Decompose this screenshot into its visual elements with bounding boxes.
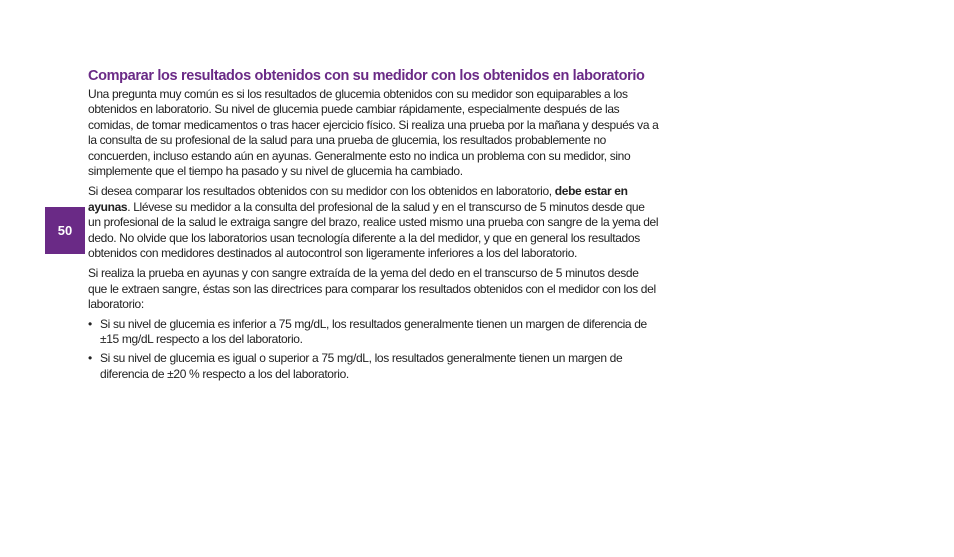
list-item-text: Si su nivel de glucemia es igual o superior a 75 mg/dL, los resultados generalmente tienen un margen de diferencia de ±20 % respecto a los del laboratorio. bbox=[100, 351, 623, 381]
fasting-emphasis: debe estar en ayunas bbox=[88, 184, 628, 214]
paragraph-comparison-end: . Llévese su medidor a la consulta del profesional de la salud y en el transcurso de 5 minutos desde que un profesional de la salud le extraiga sangre del brazo, realice usted mismo una prueba con sangre de la yema del dedo. No olvide que los laboratorios usan tecnología diferente a la del medidor, y que en general los resultados obtenidos con medidores destinados al autocontrol son ligeramente inferiores a los del laboratorio. bbox=[88, 199, 659, 261]
paragraph-intro: Una pregunta muy común es si los resultados de glucemia obtenidos con su medidor son equiparables a los obtenidos en laboratorio. Su nivel de glucemia puede cambiar rápidamente, especialmente después de las comidas, de tomar medicamentos o tras hacer ejercicio físico. Si realiza una prueba por la mañana y después va a la consulta de su profesional de la salud para una prueba de glucemia, los resultados probablemente no concuerden, incluso estando aún en ayunas. Generalmente esto no indica un problema con su medidor, sino simplemente que el tiempo ha pasado y su nivel de glucemia ha cambiado. bbox=[88, 86, 659, 179]
guidelines-list bbox=[88, 317, 660, 382]
section-title: Comparar los resultados obtenidos con su medidor con los obtenidos en laboratorio bbox=[88, 68, 645, 84]
list-item bbox=[88, 317, 660, 348]
paragraph-guidelines: Si realiza la prueba en ayunas y con sangre extraída de la yema del dedo en el transcurso de 5 minutos desde que le extraen sangre, éstas son las directrices para comparar los resultados obtenidos con el medidor con los del laboratorio: bbox=[88, 266, 656, 312]
page-number: 50 bbox=[57, 223, 73, 238]
page-number-tab bbox=[45, 207, 85, 254]
paragraph-comparison-start: Si desea comparar los resultados obtenidos con su medidor con los obtenidos en laboratorio, bbox=[88, 184, 555, 199]
section-content bbox=[88, 68, 660, 385]
list-item-text: Si su nivel de glucemia es inferior a 75 mg/dL, los resultados generalmente tienen un margen de diferencia de ±15 mg/dL respecto a los del laboratorio. bbox=[100, 316, 647, 347]
paragraph-comparison bbox=[88, 184, 660, 262]
list-item bbox=[88, 351, 660, 382]
bullet-icon: • bbox=[88, 351, 92, 365]
bullet-icon: • bbox=[88, 316, 92, 331]
